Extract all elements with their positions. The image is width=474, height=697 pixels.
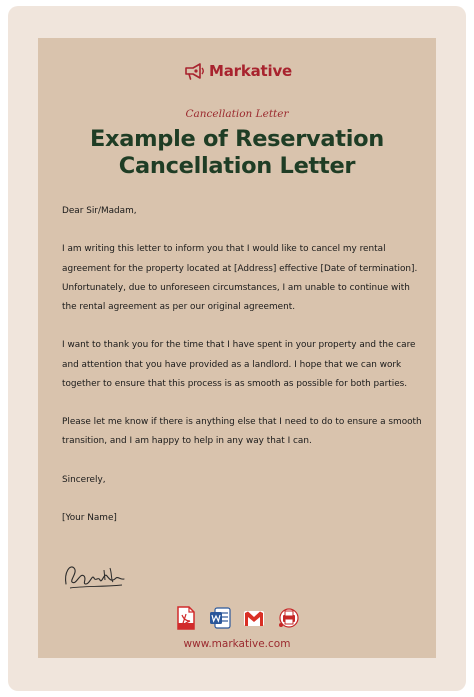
- title-line-2: Cancellation Letter: [118, 153, 356, 179]
- website-link[interactable]: www.markative.com: [183, 638, 291, 650]
- download-icons: [38, 606, 436, 630]
- pdf-icon[interactable]: [175, 606, 197, 630]
- letter-title: [38, 126, 436, 180]
- print-icon[interactable]: [277, 606, 299, 630]
- page-frame: [8, 6, 466, 691]
- brand-logo: [38, 62, 436, 80]
- name-placeholder: [Your Name]: [62, 513, 117, 524]
- letter-subtitle: Cancellation Letter: [185, 108, 289, 120]
- paragraph-1: I am writing this letter to inform you that I would like to cancel my rental agreement for the property located at [Address] effective [Date of termination]. Unfortunately, due to unforeseen circumstances, I am unable to continue with the rental agreement as per our original agreement.: [62, 244, 418, 312]
- letter-card: [38, 38, 436, 658]
- megaphone-icon: [182, 62, 206, 80]
- gmail-icon[interactable]: [243, 606, 265, 630]
- paragraph-2: I want to thank you for the time that I have spent in your property and the care and attention that you have provided as a landlord. I hope that we can work together to ensure that this process is as smooth as possible for both parties.: [62, 340, 416, 389]
- title-line-1: Example of Reservation: [89, 126, 385, 152]
- paragraph-3: Please let me know if there is anything else that I need to do to ensure a smooth transition, and I am happy to help in any way that I can.: [62, 417, 422, 447]
- word-icon[interactable]: [209, 606, 231, 630]
- closing: Sincerely,: [62, 474, 106, 485]
- brand-name: Markative: [208, 62, 292, 80]
- signature-image: [60, 558, 132, 594]
- letter-body: [62, 202, 424, 528]
- salutation: Dear Sir/Madam,: [62, 206, 137, 216]
